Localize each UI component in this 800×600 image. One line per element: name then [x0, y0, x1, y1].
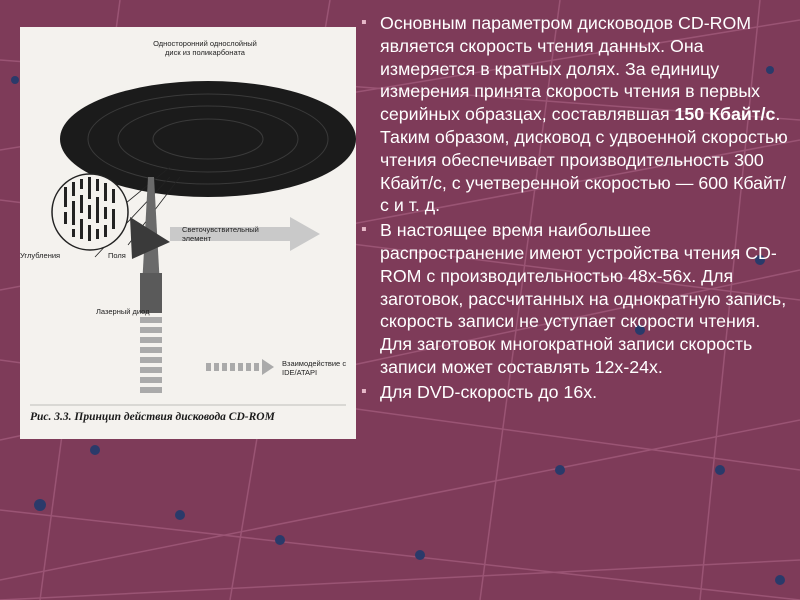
laser-label: Лазерный диод [96, 307, 150, 316]
figure-caption: Рис. 3.3. Принцип действия дисковода CD-ROM [30, 411, 275, 423]
sensor-label: Светочувствительный элемент [182, 225, 259, 243]
bullet-text: В настоящее время наибольшее распространение имеют устройства чтения CD-ROM с производительностью 48х-56х. Для заготовок, рассчитанных на однократную запись, скорость записи не уступает скорости чтения. Для заготовок многократной записи скорость записи может составлять 12х-24х. [380, 220, 787, 377]
interface-label: Взаимодействие с IDE/ATAPI [282, 359, 347, 377]
bullet-marker-icon: ▪ [361, 14, 367, 31]
fields-label: Поля [108, 251, 126, 260]
cd-rom-diagram [20, 27, 356, 439]
bullet-text-end: . Таким образом, дисковод с удвоенной скоростью чтения обеспечивает производительность 300 Кбайт/с, с учетверенной скоростью — 600 Кбайт/с и т. д. [380, 104, 788, 216]
bullet-text-start: Основным параметром дисководов CD-ROM является скорость чтения данных. Она измеряется в кратных долях. За единицу измерения принята скорость чтения в первых серийных образцах, составлявшая [380, 13, 761, 125]
bullet-marker-icon: ▪ [361, 221, 367, 239]
disc-label: Односторонний однослойный диск из поликарбоната [153, 39, 257, 57]
bullet-item [358, 219, 794, 379]
bullet-text: Для DVD-скорость до 16х. [380, 381, 598, 402]
bullet-item [358, 381, 794, 404]
text-area [358, 12, 794, 406]
pits-label: Углубления [20, 251, 61, 260]
bullet-text-bold: 150 Кбайт/с [674, 104, 776, 125]
bullet-marker-icon: ▪ [361, 382, 367, 400]
bullet-item [358, 12, 794, 217]
